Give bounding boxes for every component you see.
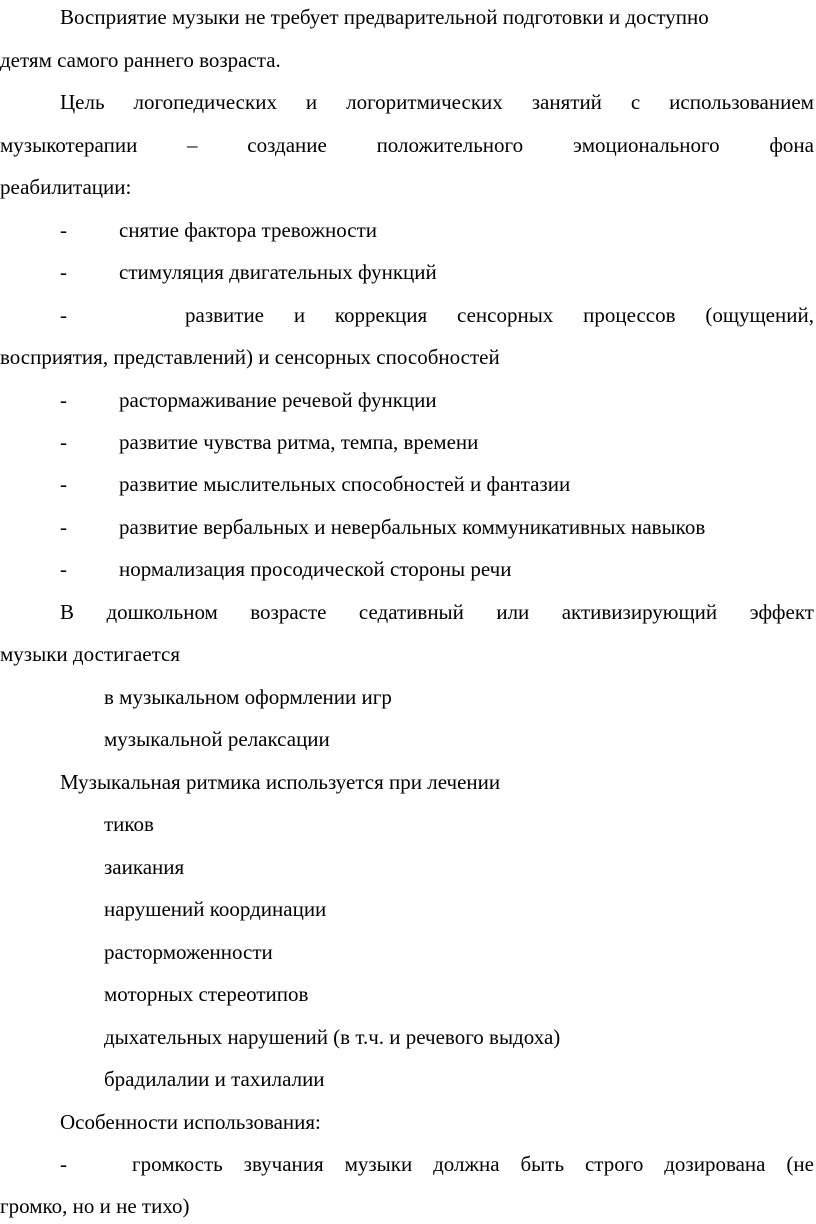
word: строго xyxy=(584,1152,644,1176)
word: логопедических xyxy=(133,90,277,114)
list-item-text: нарушений координации xyxy=(104,897,327,921)
word: коррекция xyxy=(334,303,428,327)
paragraph-line-justified xyxy=(0,130,816,160)
word: эмоционального xyxy=(572,133,720,157)
list-dash: - xyxy=(60,388,67,412)
list-item-continuation xyxy=(0,342,816,372)
list-item-text: музыкальной релаксации xyxy=(104,727,330,751)
list-item-text: развитие мыслительных способностей и фантазии xyxy=(119,472,571,496)
word: – xyxy=(187,133,198,157)
word: и xyxy=(293,303,306,327)
paragraph-line xyxy=(0,172,816,202)
word: дозирована xyxy=(664,1152,766,1176)
list-dash: - xyxy=(60,472,67,496)
word: логоритмических xyxy=(346,90,503,114)
list-item-text: расторможенности xyxy=(104,940,273,964)
list-item xyxy=(0,385,816,415)
word: с xyxy=(630,90,641,114)
list-dash: - xyxy=(60,1152,67,1176)
word: активизирующий xyxy=(561,600,718,624)
list-item xyxy=(0,724,816,754)
list-item xyxy=(0,257,816,287)
list-item-justified-text xyxy=(185,300,814,330)
list-item xyxy=(0,1022,816,1052)
word: должна xyxy=(433,1152,500,1176)
list-item-text: моторных стереотипов xyxy=(104,982,309,1006)
list-item-text: развитие вербальных и невербальных коммуникативных навыков xyxy=(119,515,706,539)
list-item-text: снятие фактора тревожности xyxy=(119,218,378,242)
list-item xyxy=(0,682,816,712)
paragraph-text: детям самого раннего возраста. xyxy=(0,48,281,72)
list-dash: - xyxy=(60,260,67,284)
word: седативный xyxy=(358,600,464,624)
list-item xyxy=(0,1149,816,1179)
paragraph-line-justified xyxy=(0,87,816,117)
word: В xyxy=(60,600,75,624)
list-item-text: громко, но и не тихо) xyxy=(0,1194,190,1218)
word: положительного xyxy=(376,133,524,157)
paragraph-line xyxy=(0,2,816,32)
list-item xyxy=(0,894,816,924)
list-item-text: восприятия, представлений) и сенсорных способностей xyxy=(0,345,500,369)
list-item xyxy=(0,512,816,542)
list-item-text: стимуляция двигательных функций xyxy=(119,260,437,284)
word: дошкольном xyxy=(106,600,218,624)
list-dash: - xyxy=(60,303,67,327)
paragraph-text: реабилитации: xyxy=(0,175,132,199)
paragraph-heading: Музыкальная ритмика используется при лечении xyxy=(60,770,501,794)
paragraph-line-justified xyxy=(0,597,816,627)
paragraph-line xyxy=(0,639,816,669)
word: звучания xyxy=(243,1152,324,1176)
list-item xyxy=(0,469,816,499)
paragraph-text: Восприятие музыки не требует предварительной подготовки и доступно xyxy=(60,5,709,29)
list-item-text: заикания xyxy=(104,855,185,879)
list-item-text: нормализация просодической стороны речи xyxy=(119,557,512,581)
word: возрасте xyxy=(250,600,327,624)
word: и xyxy=(305,90,318,114)
list-item-text: растормаживание речевой функции xyxy=(119,388,437,412)
list-item xyxy=(0,427,816,457)
word: процессов xyxy=(583,303,676,327)
word: развитие xyxy=(185,303,265,327)
list-item xyxy=(0,979,816,1009)
word: фона xyxy=(769,133,814,157)
list-item-text: развитие чувства ритма, темпа, времени xyxy=(119,430,479,454)
word: эффект xyxy=(749,600,814,624)
word: музыки xyxy=(344,1152,413,1176)
paragraph-line xyxy=(0,45,816,75)
word: быть xyxy=(520,1152,565,1176)
paragraph-text: музыки достигается xyxy=(0,642,180,666)
word: Цель xyxy=(60,90,105,114)
list-item xyxy=(0,215,816,245)
list-item-text: в музыкальном оформлении игр xyxy=(104,685,392,709)
list-item xyxy=(0,554,816,584)
paragraph-heading: Особенности использования: xyxy=(60,1110,321,1134)
list-item-text: тиков xyxy=(104,812,154,836)
word: использованием xyxy=(669,90,814,114)
list-item xyxy=(0,809,816,839)
list-item xyxy=(0,1064,816,1094)
list-dash: - xyxy=(60,557,67,581)
list-item-continuation xyxy=(0,1191,816,1221)
paragraph-line xyxy=(0,1107,816,1137)
word: громкость xyxy=(132,1152,223,1176)
paragraph-line xyxy=(0,767,816,797)
list-item xyxy=(0,852,816,882)
list-item-justified-text xyxy=(132,1149,814,1179)
word: или xyxy=(496,600,530,624)
word: занятий xyxy=(531,90,602,114)
list-item-text: дыхательных нарушений (в т.ч. и речевого выдоха) xyxy=(104,1025,561,1049)
word: (ощущений, xyxy=(705,303,814,327)
list-dash: - xyxy=(60,430,67,454)
word: (не xyxy=(786,1152,814,1176)
list-item xyxy=(0,937,816,967)
list-item-text: брадилалии и тахилалии xyxy=(104,1067,325,1091)
list-item xyxy=(0,300,816,330)
word: создание xyxy=(247,133,327,157)
list-dash: - xyxy=(60,515,67,539)
word: музыкотерапии xyxy=(0,133,138,157)
word: сенсорных xyxy=(457,303,554,327)
list-dash: - xyxy=(60,218,67,242)
